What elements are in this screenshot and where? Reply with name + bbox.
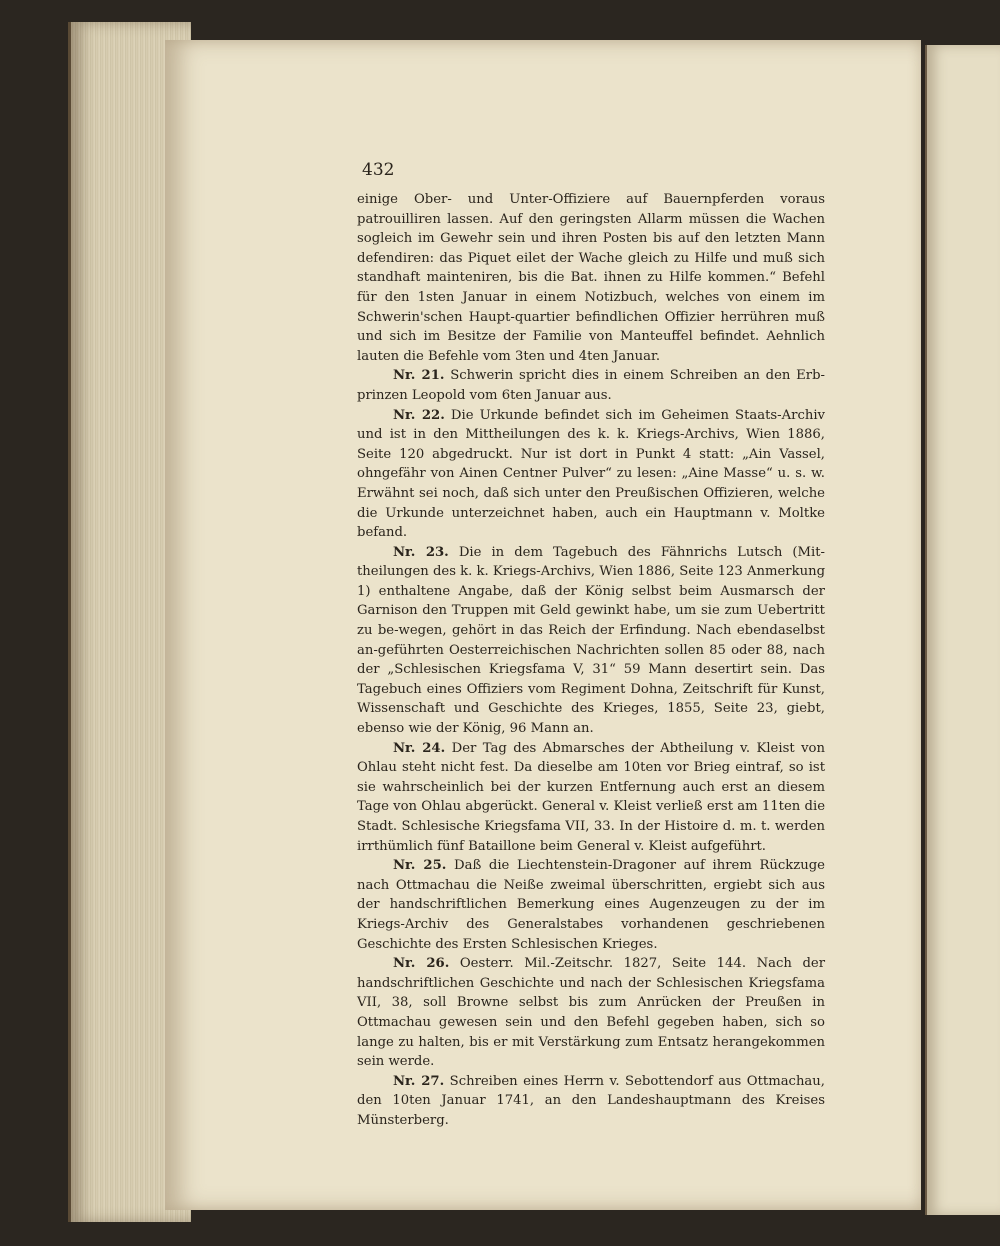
note-paragraph (357, 739, 825, 857)
paragraph (357, 190, 825, 366)
note-text: Der Tag des Abmarsches der Abtheilung v. Kleist von Ohlau steht nicht fest. Da dieselbe am 10ten vor Brieg eintraf, so ist sie wahrscheinlich bei der kurzen Entfernung auch erst an diesem Tage von Ohlau abgerückt. General v. Kleist verließ erst am 11ten die Stadt. Schlesische Kriegsfama VII, 33. In der Histoire d. m. t. werden irrthümlich fünf Bataillone beim General v. Kleist aufgeführt. (357, 740, 825, 854)
note-number: Nr. 22. (393, 407, 445, 423)
page-number: 432 (362, 160, 395, 180)
note-number: Nr. 25. (393, 858, 447, 874)
note-text: Die in dem Tagebuch des Fähnrichs Lutsch (Mit-theilungen des k. k. Kriegs-Archivs, Wien 1886, Seite 123 Anmerkung 1) enthaltene Angabe, daß der König selbst beim Ausmarsch der Garnison den Truppen mit Geld gewinkt habe, um sie zum Uebertritt zu be-wegen, gehört in das Reich der Erfindung. Nach ebendaselbst an-geführten Oesterreichischen Nachrichten sollen 85 oder 88, nach der „Schlesischen Kriegsfama V, 31“ 59 Mann desertirt sein. Das Tagebuch eines Offiziers vom Regiment Dohna, Zeitschrift für Kunst, Wissenschaft und Geschichte des Krieges, 1855, Seite 23, giebt, ebenso wie der König, 96 Mann an. (357, 544, 826, 737)
note-paragraph (357, 543, 825, 739)
note-paragraph (357, 406, 825, 543)
note-paragraph (357, 366, 825, 405)
note-number: Nr. 26. (393, 956, 450, 972)
facing-page-edge (925, 45, 1000, 1215)
note-paragraph (357, 1072, 825, 1131)
note-paragraph (357, 954, 825, 1072)
note-text: Schwerin spricht dies in einem Schreiben an den Erb-prinzen Leopold vom 6ten Januar aus. (357, 368, 825, 403)
notes-text (357, 190, 825, 1131)
note-text: Die Urkunde befindet sich im Geheimen Staats-Archiv und ist in den Mittheilungen des k. k. Kriegs-Archivs, Wien 1886, Seite 120 abgedruckt. Nur ist dort in Punkt 4 statt: „Ain Vassel, ohngefähr von Ainen Centner Pulver“ zu lesen: „Aine Masse“ u. s. w. Erwähnt sei noch, daß sich unter den Preußischen Offizieren, welche die Urkunde unterzeichnet haben, auch ein Hauptmann v. Moltke befand. (357, 407, 825, 541)
note-number: Nr. 21. (393, 368, 445, 384)
note-text: Schreiben eines Herrn v. Sebottendorf aus Ottmachau, den 10ten Januar 1741, an den Landeshauptmann des Kreises Münsterberg. (357, 1073, 825, 1128)
note-paragraph (357, 856, 825, 954)
note-text: Daß die Liechtenstein-Dragoner auf ihrem Rückzuge nach Ottmachau die Neiße zweimal überschritten, ergiebt sich aus der handschriftlichen Bemerkung eines Augenzeugen zu der im Kriegs-Archiv des Generalstabes vorhandenen geschriebenen Geschichte des Ersten Schlesischen Krieges. (357, 858, 825, 952)
note-number: Nr. 24. (393, 740, 446, 756)
note-number: Nr. 23. (393, 544, 449, 560)
note-number: Nr. 27. (393, 1073, 445, 1089)
paragraph-text: einige Ober- und Unter-Offiziere auf Bauernpferden voraus patrouilliren lassen. Auf den geringsten Allarm müssen die Wachen sogleich im Gewehr sein und ihren Posten bis auf den letzten Mann defendiren: das Piquet eilet der Wache gleich zu Hilfe und muß sich standhaft mainteniren, bis die Bat. ihnen zu Hilfe kommen.“ Befehl für den 1sten Januar in einem Notizbuch, welches von einem im Schwerin'schen Haupt-quartier befindlichen Offizier herrühren muß und sich im Besitze der Familie von Manteuffel befindet. Aehnlich lauten die Befehle vom 3ten und 4ten Januar. (357, 192, 825, 364)
note-text: Oesterr. Mil.-Zeitschr. 1827, Seite 144. Nach der handschriftlichen Geschichte und nach der Schlesischen Kriegsfama VII, 38, soll Browne selbst bis zum Anrücken der Preußen in Ottmachau gewesen sein und den Befehl gegeben haben, sich so lange zu halten, bis er mit Verstärkung zum Entsatz herangekommen sein werde. (357, 956, 825, 1070)
